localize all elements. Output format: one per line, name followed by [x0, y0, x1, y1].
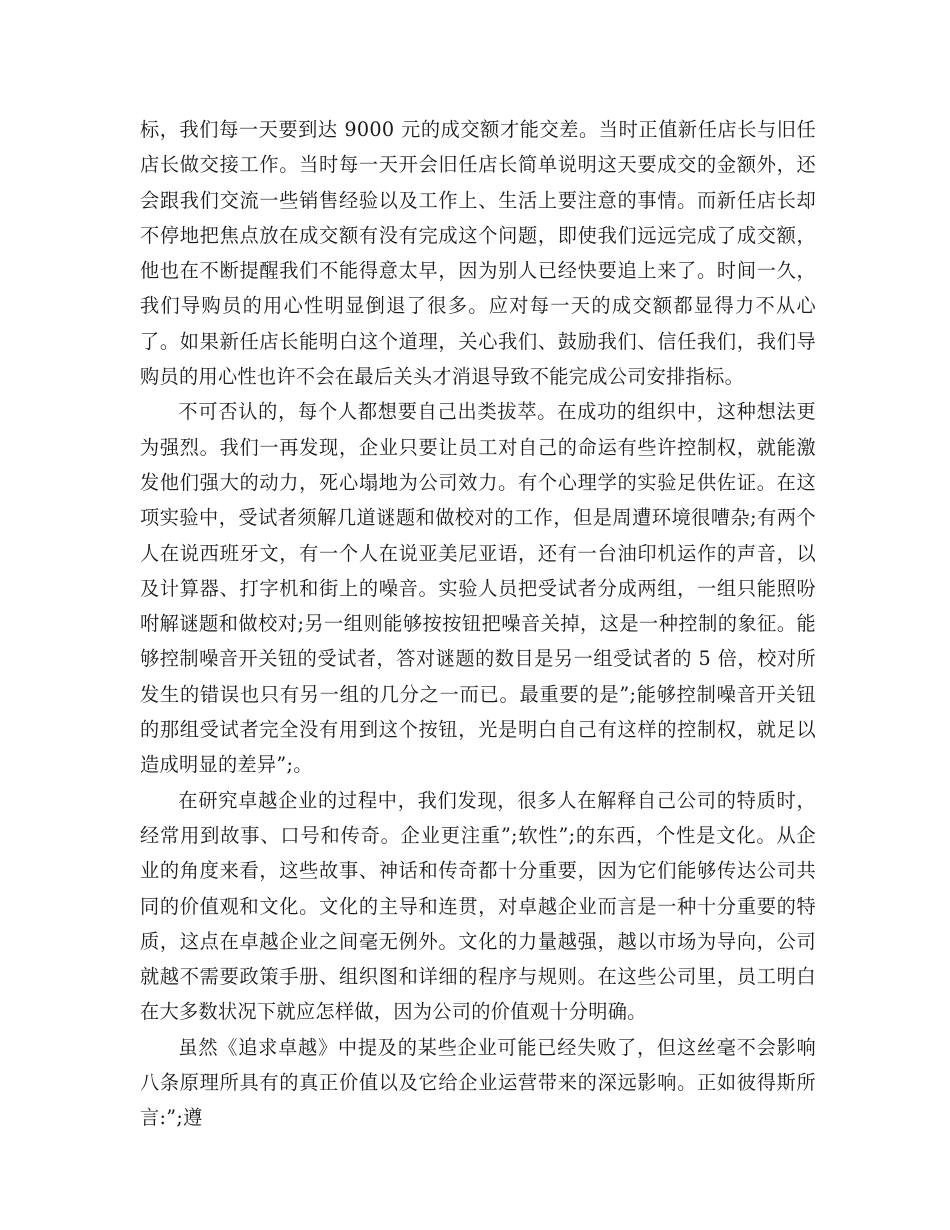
paragraph-in-search-of-excellence: 虽然《追求卓越》中提及的某些企业可能已经失败了，但这丝毫不会影响八条原理所具有的真正价值以及它给企业运营带来的深远影响。正如彼得斯所言:”;遵 [140, 1035, 816, 1130]
paragraph-corporate-culture: 在研究卓越企业的过程中，我们发现，很多人在解释自己公司的特质时，经常用到故事、口号和传奇。企业更注重”;软性”;的东西，个性是文化。从企业的角度来看，这些故事、神话和传奇都十分重要，因为它们能够传达公司共同的价值观和文化。文化的主导和连贯，对卓越企业而言是一种十分重要的特质，这点在卓越企业之间毫无例外。文化的力量越强，越以市场为导向，公司就越不需要政策手册、组织图和详细的程序与规则。在这些公司里，员工明白在大多数状况下就应怎样做，因为公司的价值观十分明确。 [140, 788, 816, 1024]
paragraph-control-experiment: 不可否认的，每个人都想要自己出类拔萃。在成功的组织中，这种想法更为强烈。我们一再发现，企业只要让员工对自己的命运有些许控制权，就能激发他们强大的动力，死心塌地为公司效力。有个心理学的实验足供佐证。在这项实验中，受试者须解几道谜题和做校对的工作，但是周遭环境很嘈杂;有两个人在说西班牙文，有一个人在说亚美尼亚语，还有一台油印机运作的声音，以及计算器、打字机和街上的噪音。实验人员把受试者分成两组，一组只能照吩咐解谜题和做校对;另一组则能够按按钮把噪音关掉，这是一种控制的象征。能够控制噪音开关钮的受试者，答对谜题的数目是另一组受试者的 5 倍，校对所发生的错误也只有另一组的几分之一而已。最重要的是”;能够控制噪音开关钮的那组受试者完全没有用到这个按钮，光是明白自己有这样的控制权，就足以造成明显的差异”;。 [140, 400, 816, 777]
paragraph-continued: 标，我们每一天要到达 9000 元的成交额才能交差。当时正值新任店长与旧任店长做交接工作。当时每一天开会旧任店长简单说明这天要成交的金额外，还会跟我们交流一些销售经验以及工作上、生活上要注意的事情。而新任店长却不停地把焦点放在成交额有没有完成这个问题，即使我们远远完成了成交额，他也在不断提醒我们不能得意太早，因为别人已经快要追上来了。时间一久，我们导购员的用心性明显倒退了很多。应对每一天的成交额都显得力不从心了。如果新任店长能明白这个道理，关心我们、鼓励我们、信任我们，我们导购员的用心性也许不会在最后关头才消退导致不能完成公司安排指标。 [140, 118, 816, 389]
document-body [140, 112, 816, 1136]
